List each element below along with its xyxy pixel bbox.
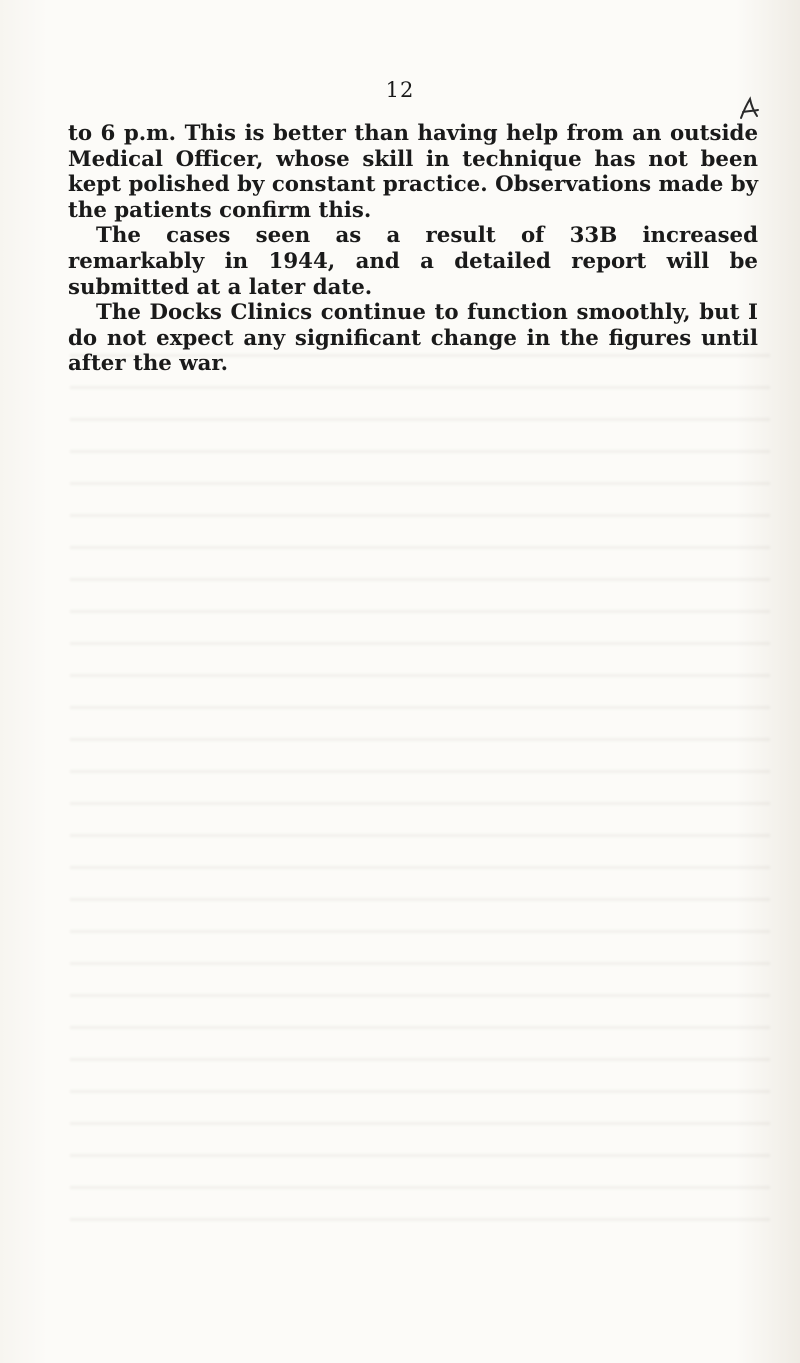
paragraph-2: The cases seen as a result of 33B increased remarkably in 1944, and a detailed report will be submitted at a later date.: [68, 223, 758, 300]
paragraph-1: to 6 p.m. This is better than having help from an outside Medical Officer, whose skill in technique has not been kept polished by constant practice. Observations made by the patients confirm this.: [68, 121, 758, 223]
show-through-ghost-text: [70, 340, 770, 1240]
page-number: 12: [385, 78, 415, 102]
body-text: [68, 121, 758, 377]
handwritten-mark-icon: [738, 96, 760, 122]
paragraph-3: The Docks Clinics continue to function smoothly, but I do not expect any significant change in the figures until after the war.: [68, 300, 758, 377]
